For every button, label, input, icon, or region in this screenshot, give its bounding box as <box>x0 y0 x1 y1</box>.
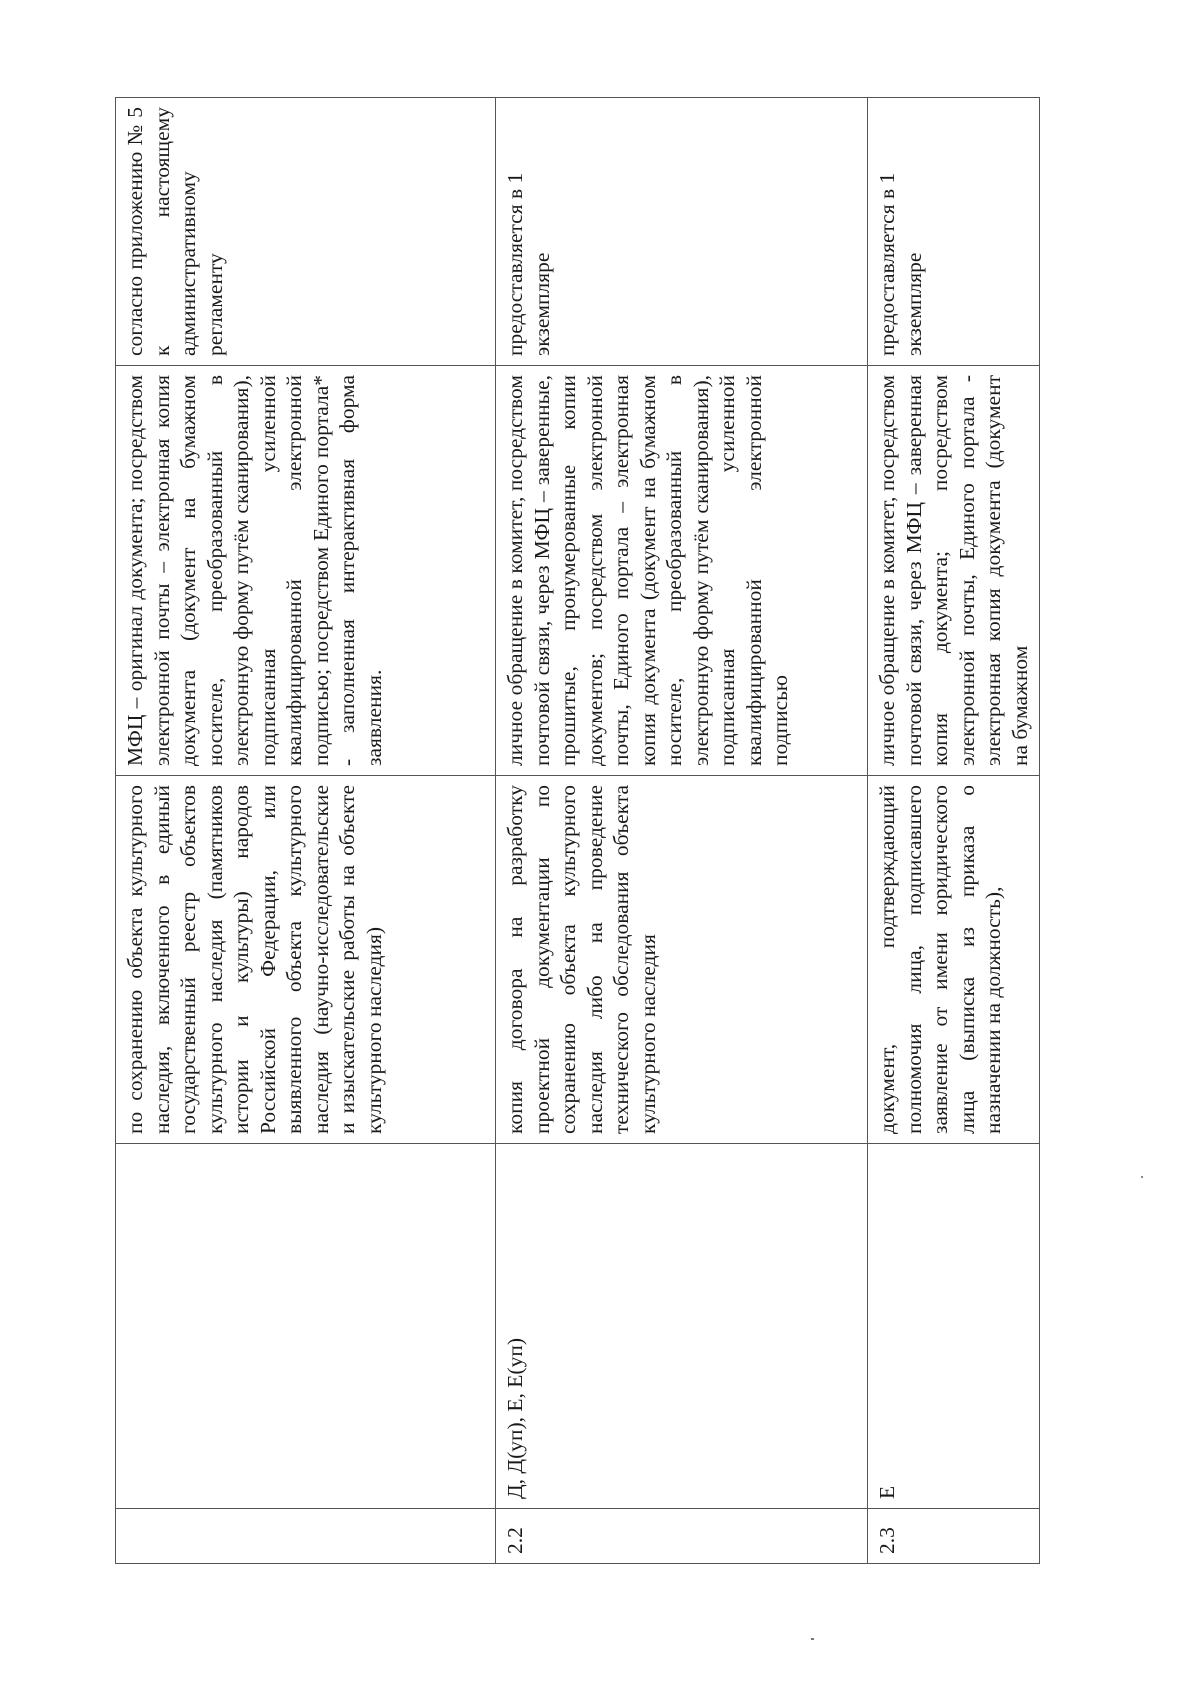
row-number: 2.2 <box>496 1509 868 1564</box>
documents-table <box>115 97 1040 1564</box>
document-name: копия договора на разработку проектной документации по сохранению объекта культурного наследия либо на проведение технического обследования объекта культурного наследия <box>496 776 868 1144</box>
note: предоставляется в 1 экземпляре <box>496 98 868 366</box>
submission-method: МФЦ – оригинал документа; посредством электронной почты – электронная копия документа (документ на бумажном носителе, преобразованный в электронную форму путём сканирования), подписанная усиленной квалифицированной электронной подписью; посредством Единого портала* - заполненная интерактивная форма заявления. <box>116 366 496 776</box>
submission-method: личное обращение в комитет, посредством почтовой связи, через МФЦ – заверенные, прошитые, пронумерованные копии документов; посредством электронной почты, Единого портала – электронная копия документа (документ на бумажном носителе, преобразованный в электронную форму путём сканирования), подписанная усиленной квалифицированной электронной подписью <box>496 366 868 776</box>
applicant-category: Д, Д(уп), Е, Е(уп) <box>496 1144 868 1509</box>
document-name: по сохранению объекта культурного наследия, включенного в единый государственный реестр объектов культурного наследия (памятников истории и культуры) народов Российской Федерации, или выявленного объекта культурного наследия (научно-исследовательские и изыскательские работы на объекте культурного наследия) <box>116 776 496 1144</box>
document-name: документ, подтверждающий полномочия лица, подписавшего заявление от имени юридического лица (выписка из приказа о назначении на должность), <box>868 776 1040 1144</box>
table-row <box>496 98 868 1564</box>
row-number: 2.3 <box>868 1509 1040 1564</box>
applicant-category: Е <box>868 1144 1040 1509</box>
note: согласно приложению № 5 к настоящему административному регламенту <box>116 98 496 366</box>
table-row <box>116 98 496 1564</box>
scan-speck <box>1141 1176 1143 1178</box>
applicant-category <box>116 1144 496 1509</box>
row-number <box>116 1509 496 1564</box>
table-row <box>868 98 1040 1564</box>
note: предоставляется в 1 экземпляре <box>868 98 1040 366</box>
submission-method: личное обращение в комитет, посредством почтовой связи, через МФЦ – заверенная копия документа; посредством электронной почты, Единого портала - электронная копия документа (документ на бумажном <box>868 366 1040 776</box>
scan-speck <box>811 1638 814 1640</box>
